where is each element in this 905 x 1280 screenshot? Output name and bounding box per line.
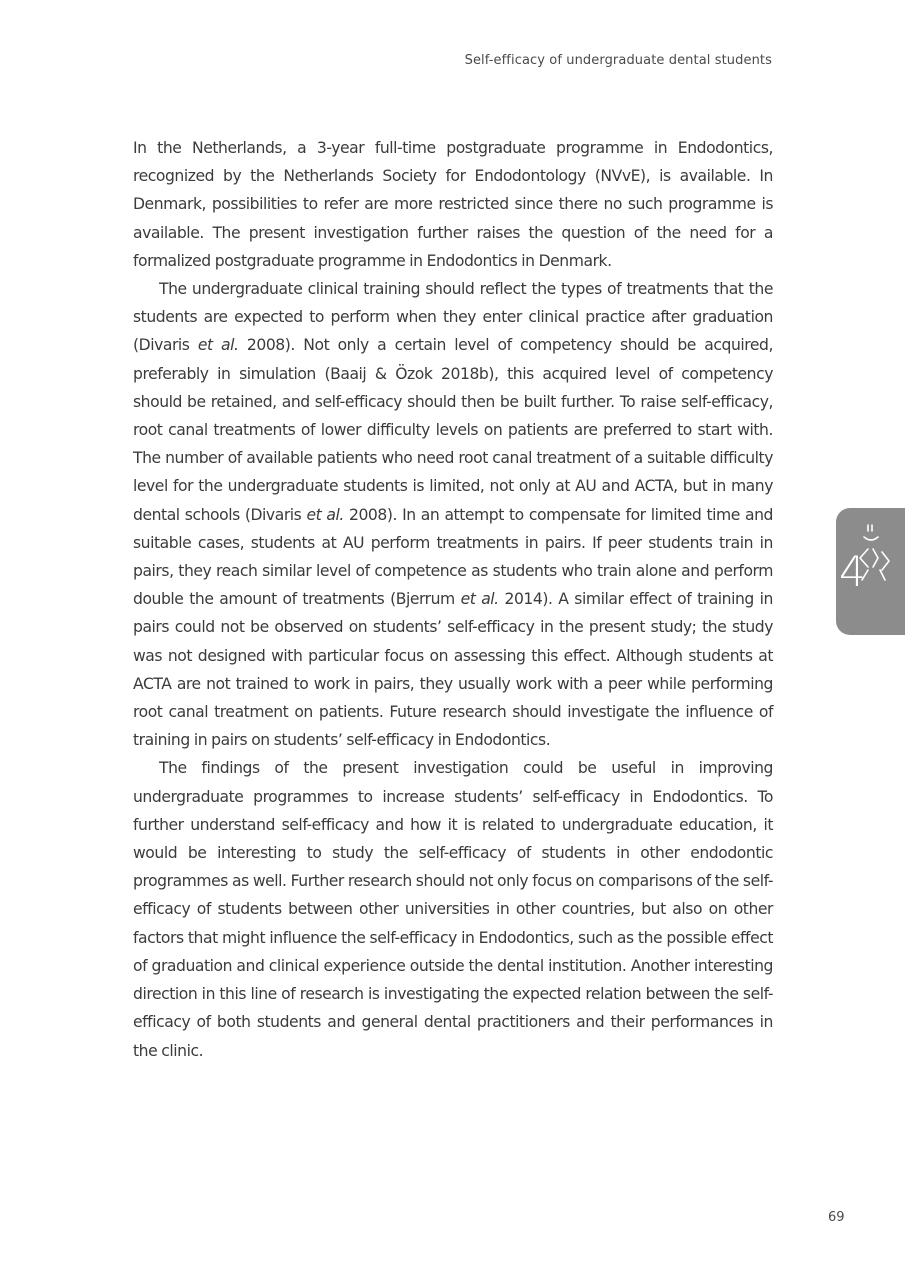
citation-et-al: et al. (306, 505, 344, 524)
paragraph (133, 754, 773, 1064)
text-run: 2008). In an attempt to compensate for limited time and suitable cases, students at AU perform treatments in pairs. If peer students train in pairs, they reach similar level of competence as students who train alone and perform double the amount of treatments (Bjerrum (133, 505, 773, 609)
figure-hair (868, 525, 872, 531)
body-text (133, 134, 773, 1065)
chapter-figure-icon (836, 508, 905, 635)
citation-et-al: et al. (197, 336, 239, 355)
page-number: 69 (828, 1210, 845, 1225)
text-run: 2008). Not only a certain level of competency should be acquired, preferably in simulation (Baaij & Özok 2018b), this acquired level of competency should be retained, and self-efficacy should then be built further. To raise self-efficacy, root canal treatments of lower difficulty levels on patients are preferred to start with. The number of available patients who need root canal treatment of a suitable difficulty level for the undergraduate students is limited, not only at AU and ACTA, but in many dental schools (Divaris (133, 336, 774, 524)
text-run: In the Netherlands, a 3-year full-time postgraduate programme in Endodontics, recognized by the Netherlands Society for Endodontology (NVvE), is available. In Denmark, possibilities to refer are more restricted since there no such programme is available. The present investigation further raises the question of the need for a formalized postgraduate programme in Endodontics in Denmark. (133, 139, 773, 270)
text-run: 2014). A similar effect of training in pairs could not be observed on students’ self-efficacy in the present study; the study was not designed with particular focus on assessing this effect. Although students at ACTA are not trained to work in pairs, they usually work with a peer while performing root canal treatment on patients. Future research should investigate the influence of training in pairs on students’ self-efficacy in Endodontics. (133, 590, 773, 750)
figure-right-arm (882, 552, 889, 570)
figure-right-leg (880, 570, 885, 580)
chapter-tab (836, 508, 905, 635)
text-run: The undergraduate clinical training should reflect the types of treatments that the students are expected to perform when they enter clinical practice after graduation (Divaris (133, 280, 773, 355)
paragraph (133, 275, 773, 754)
figure-smile (864, 537, 878, 540)
text-run: The findings of the present investigation could be useful in improving undergraduate programmes to increase students’ self-efficacy in Endodontics. To further understand self-efficacy and how it is related to undergraduate education, it would be interesting to study the self-efficacy of students in other endodontic programmes as well. Further research should not only focus on comparisons of the self-efficacy of students between other universities in other countries, but also on other factors that might influence the self-efficacy in Endodontics, such as the possible effect of graduation and clinical experience outside the dental institution. Another interesting direction in this line of research is investigating the expected relation between the self-efficacy of both students and general dental practitioners and their performances in the clinic. (133, 759, 773, 1060)
citation-et-al: et al. (460, 590, 499, 609)
figure-body (873, 549, 878, 567)
chapter-number: 4 (839, 547, 866, 596)
running-header: Self-efficacy of undergraduate dental students (464, 53, 772, 68)
paragraph (133, 134, 773, 275)
